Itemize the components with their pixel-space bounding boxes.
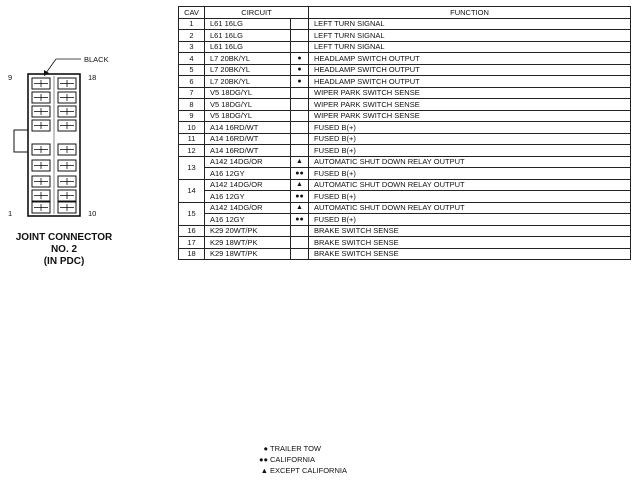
option-marker — [291, 133, 309, 145]
circuit-function: LEFT TURN SIGNAL — [309, 18, 631, 30]
cav-number: 5 — [179, 64, 205, 76]
header-cav: CAV — [179, 7, 205, 19]
table-row — [179, 202, 631, 214]
header-function: FUNCTION — [309, 7, 631, 19]
table-row — [179, 156, 631, 168]
cavity-left-3 — [32, 176, 50, 187]
circuit-function: LEFT TURN SIGNAL — [309, 41, 631, 53]
circuit-code: A16 12GY — [205, 214, 291, 226]
option-marker: ● — [291, 64, 309, 76]
pin-label-18: 18 — [88, 73, 97, 82]
circuit-function: HEADLAMP SWITCH OUTPUT — [309, 64, 631, 76]
option-marker — [291, 99, 309, 111]
cavity-right-10 — [58, 202, 76, 213]
circuit-function: FUSED B(+) — [309, 122, 631, 134]
connector-number: NO. 2 — [50, 244, 78, 255]
circuit-function: BRAKE SWITCH SENSE — [309, 225, 631, 237]
option-marker — [291, 30, 309, 42]
circuit-code: A14 16RD/WT — [205, 145, 291, 157]
option-marker: ▲ — [291, 202, 309, 214]
table-row — [179, 41, 631, 53]
table-row — [179, 99, 631, 111]
circuit-code: K29 20WT/PK — [205, 225, 291, 237]
cavity-right-16 — [58, 106, 76, 117]
cav-number: 4 — [179, 53, 205, 65]
cavity-right-17 — [58, 92, 76, 103]
circuit-function: LEFT TURN SIGNAL — [309, 30, 631, 42]
circuit-function: BRAKE SWITCH SENSE — [309, 248, 631, 260]
circuit-code: K29 18WT/PK — [205, 237, 291, 249]
circuit-function: BRAKE SWITCH SENSE — [309, 237, 631, 249]
cavity-right-13 — [58, 160, 76, 171]
table-row — [179, 110, 631, 122]
circuit-function: HEADLAMP SWITCH OUTPUT — [309, 53, 631, 65]
circuit-code: A16 12GY — [205, 168, 291, 180]
option-marker — [291, 110, 309, 122]
joint-connector-diagram — [0, 40, 130, 230]
table-row — [179, 76, 631, 88]
circuit-function: WIPER PARK SWITCH SENSE — [309, 87, 631, 99]
connector-title: JOINT CONNECTOR — [15, 232, 113, 243]
circuit-code: A142 14DG/OR — [205, 156, 291, 168]
option-marker — [291, 237, 309, 249]
legend-text: TRAILER TOW — [270, 444, 321, 453]
option-marker — [291, 248, 309, 260]
circuit-function: AUTOMATIC SHUT DOWN RELAY OUTPUT — [309, 202, 631, 214]
cavity-left-8 — [32, 92, 50, 103]
circuit-function: WIPER PARK SWITCH SENSE — [309, 99, 631, 111]
cavity-left-1 — [32, 202, 50, 213]
circuit-function: FUSED B(+) — [309, 191, 631, 203]
cav-number: 16 — [179, 225, 205, 237]
circuit-function: AUTOMATIC SHUT DOWN RELAY OUTPUT — [309, 179, 631, 191]
circuit-code: A14 16RD/WT — [205, 133, 291, 145]
pin-label-10: 10 — [88, 209, 97, 218]
symbol-legend — [254, 443, 347, 476]
circuit-function: FUSED B(+) — [309, 214, 631, 226]
circuit-code: L61 16LG — [205, 30, 291, 42]
connector-color-label: BLACK — [84, 55, 109, 64]
cav-number: 3 — [179, 41, 205, 53]
table-row — [179, 53, 631, 65]
legend-text: EXCEPT CALIFORNIA — [270, 466, 347, 475]
cav-number: 11 — [179, 133, 205, 145]
cav-number: 6 — [179, 76, 205, 88]
circuit-code: L7 20BK/YL — [205, 64, 291, 76]
circuit-function: WIPER PARK SWITCH SENSE — [309, 110, 631, 122]
cavity-left-9 — [32, 78, 50, 89]
table-body — [179, 18, 631, 260]
table-row — [179, 191, 631, 203]
table-header-row — [179, 7, 631, 19]
cavity-right-14 — [58, 144, 76, 155]
cavity-left-5 — [32, 144, 50, 155]
circuit-code: L61 16LG — [205, 41, 291, 53]
circuit-function: FUSED B(+) — [309, 133, 631, 145]
circuit-function: FUSED B(+) — [309, 168, 631, 180]
pin-label-9: 9 — [8, 73, 13, 82]
circuit-code: A16 12GY — [205, 191, 291, 203]
option-marker — [291, 18, 309, 30]
option-marker — [291, 122, 309, 134]
legend-item — [254, 465, 347, 476]
circuit-code: A142 14DG/OR — [205, 179, 291, 191]
legend-text: CALIFORNIA — [270, 455, 316, 464]
cav-number: 13 — [179, 156, 205, 179]
circuit-code: L61 16LG — [205, 18, 291, 30]
cavity-right-15 — [58, 120, 76, 131]
cav-number: 15 — [179, 202, 205, 225]
cavity-left-6 — [32, 120, 50, 131]
cav-number: 8 — [179, 99, 205, 111]
circuit-code: V5 18DG/YL — [205, 99, 291, 111]
cavity-right-18 — [58, 78, 76, 89]
table-row — [179, 133, 631, 145]
cavity-table — [178, 6, 631, 260]
pin-label-1: 1 — [8, 209, 13, 218]
option-marker — [291, 225, 309, 237]
circuit-code: V5 18DG/YL — [205, 87, 291, 99]
option-marker: ●● — [291, 214, 309, 226]
table-row — [179, 122, 631, 134]
cavity-left-4 — [32, 160, 50, 171]
circuit-code: K29 18WT/PK — [205, 248, 291, 260]
cav-number: 7 — [179, 87, 205, 99]
cav-number: 17 — [179, 237, 205, 249]
circuit-function: HEADLAMP SWITCH OUTPUT — [309, 76, 631, 88]
legend-symbol: ●● — [258, 455, 268, 464]
table-row — [179, 18, 631, 30]
cavity-left-2 — [32, 190, 50, 201]
circuit-function: FUSED B(+) — [309, 145, 631, 157]
cav-number: 18 — [179, 248, 205, 260]
circuit-code: L7 20BK/YL — [205, 53, 291, 65]
connector-location: (IN PDC) — [43, 256, 85, 267]
table-row — [179, 168, 631, 180]
option-marker: ●● — [291, 191, 309, 203]
cav-number: 10 — [179, 122, 205, 134]
option-marker — [291, 41, 309, 53]
table-row — [179, 225, 631, 237]
table-row — [179, 30, 631, 42]
option-marker: ●● — [291, 168, 309, 180]
cav-number: 2 — [179, 30, 205, 42]
cav-number: 14 — [179, 179, 205, 202]
cavity-right-11 — [58, 190, 76, 201]
cavity-right-12 — [58, 176, 76, 187]
option-marker: ● — [291, 76, 309, 88]
connector-caption — [0, 232, 128, 268]
circuit-code: A14 16RD/WT — [205, 122, 291, 134]
cavity-left-7 — [32, 106, 50, 117]
table-row — [179, 237, 631, 249]
circuit-code: A142 14DG/OR — [205, 202, 291, 214]
legend-symbol: ● — [263, 444, 268, 453]
cav-number: 12 — [179, 145, 205, 157]
option-marker — [291, 87, 309, 99]
cav-number: 9 — [179, 110, 205, 122]
option-marker: ● — [291, 53, 309, 65]
table-row — [179, 87, 631, 99]
option-marker: ▲ — [291, 156, 309, 168]
table-row — [179, 248, 631, 260]
legend-symbol: ▲ — [260, 466, 268, 475]
table-row — [179, 145, 631, 157]
table-row — [179, 214, 631, 226]
circuit-code: V5 18DG/YL — [205, 110, 291, 122]
option-marker: ▲ — [291, 179, 309, 191]
option-marker — [291, 145, 309, 157]
circuit-function: AUTOMATIC SHUT DOWN RELAY OUTPUT — [309, 156, 631, 168]
table-row — [179, 64, 631, 76]
circuit-code: L7 20BK/YL — [205, 76, 291, 88]
legend-item — [254, 454, 347, 465]
header-circuit: CIRCUIT — [205, 7, 309, 19]
cav-number: 1 — [179, 18, 205, 30]
table-row — [179, 179, 631, 191]
legend-item — [254, 443, 347, 454]
